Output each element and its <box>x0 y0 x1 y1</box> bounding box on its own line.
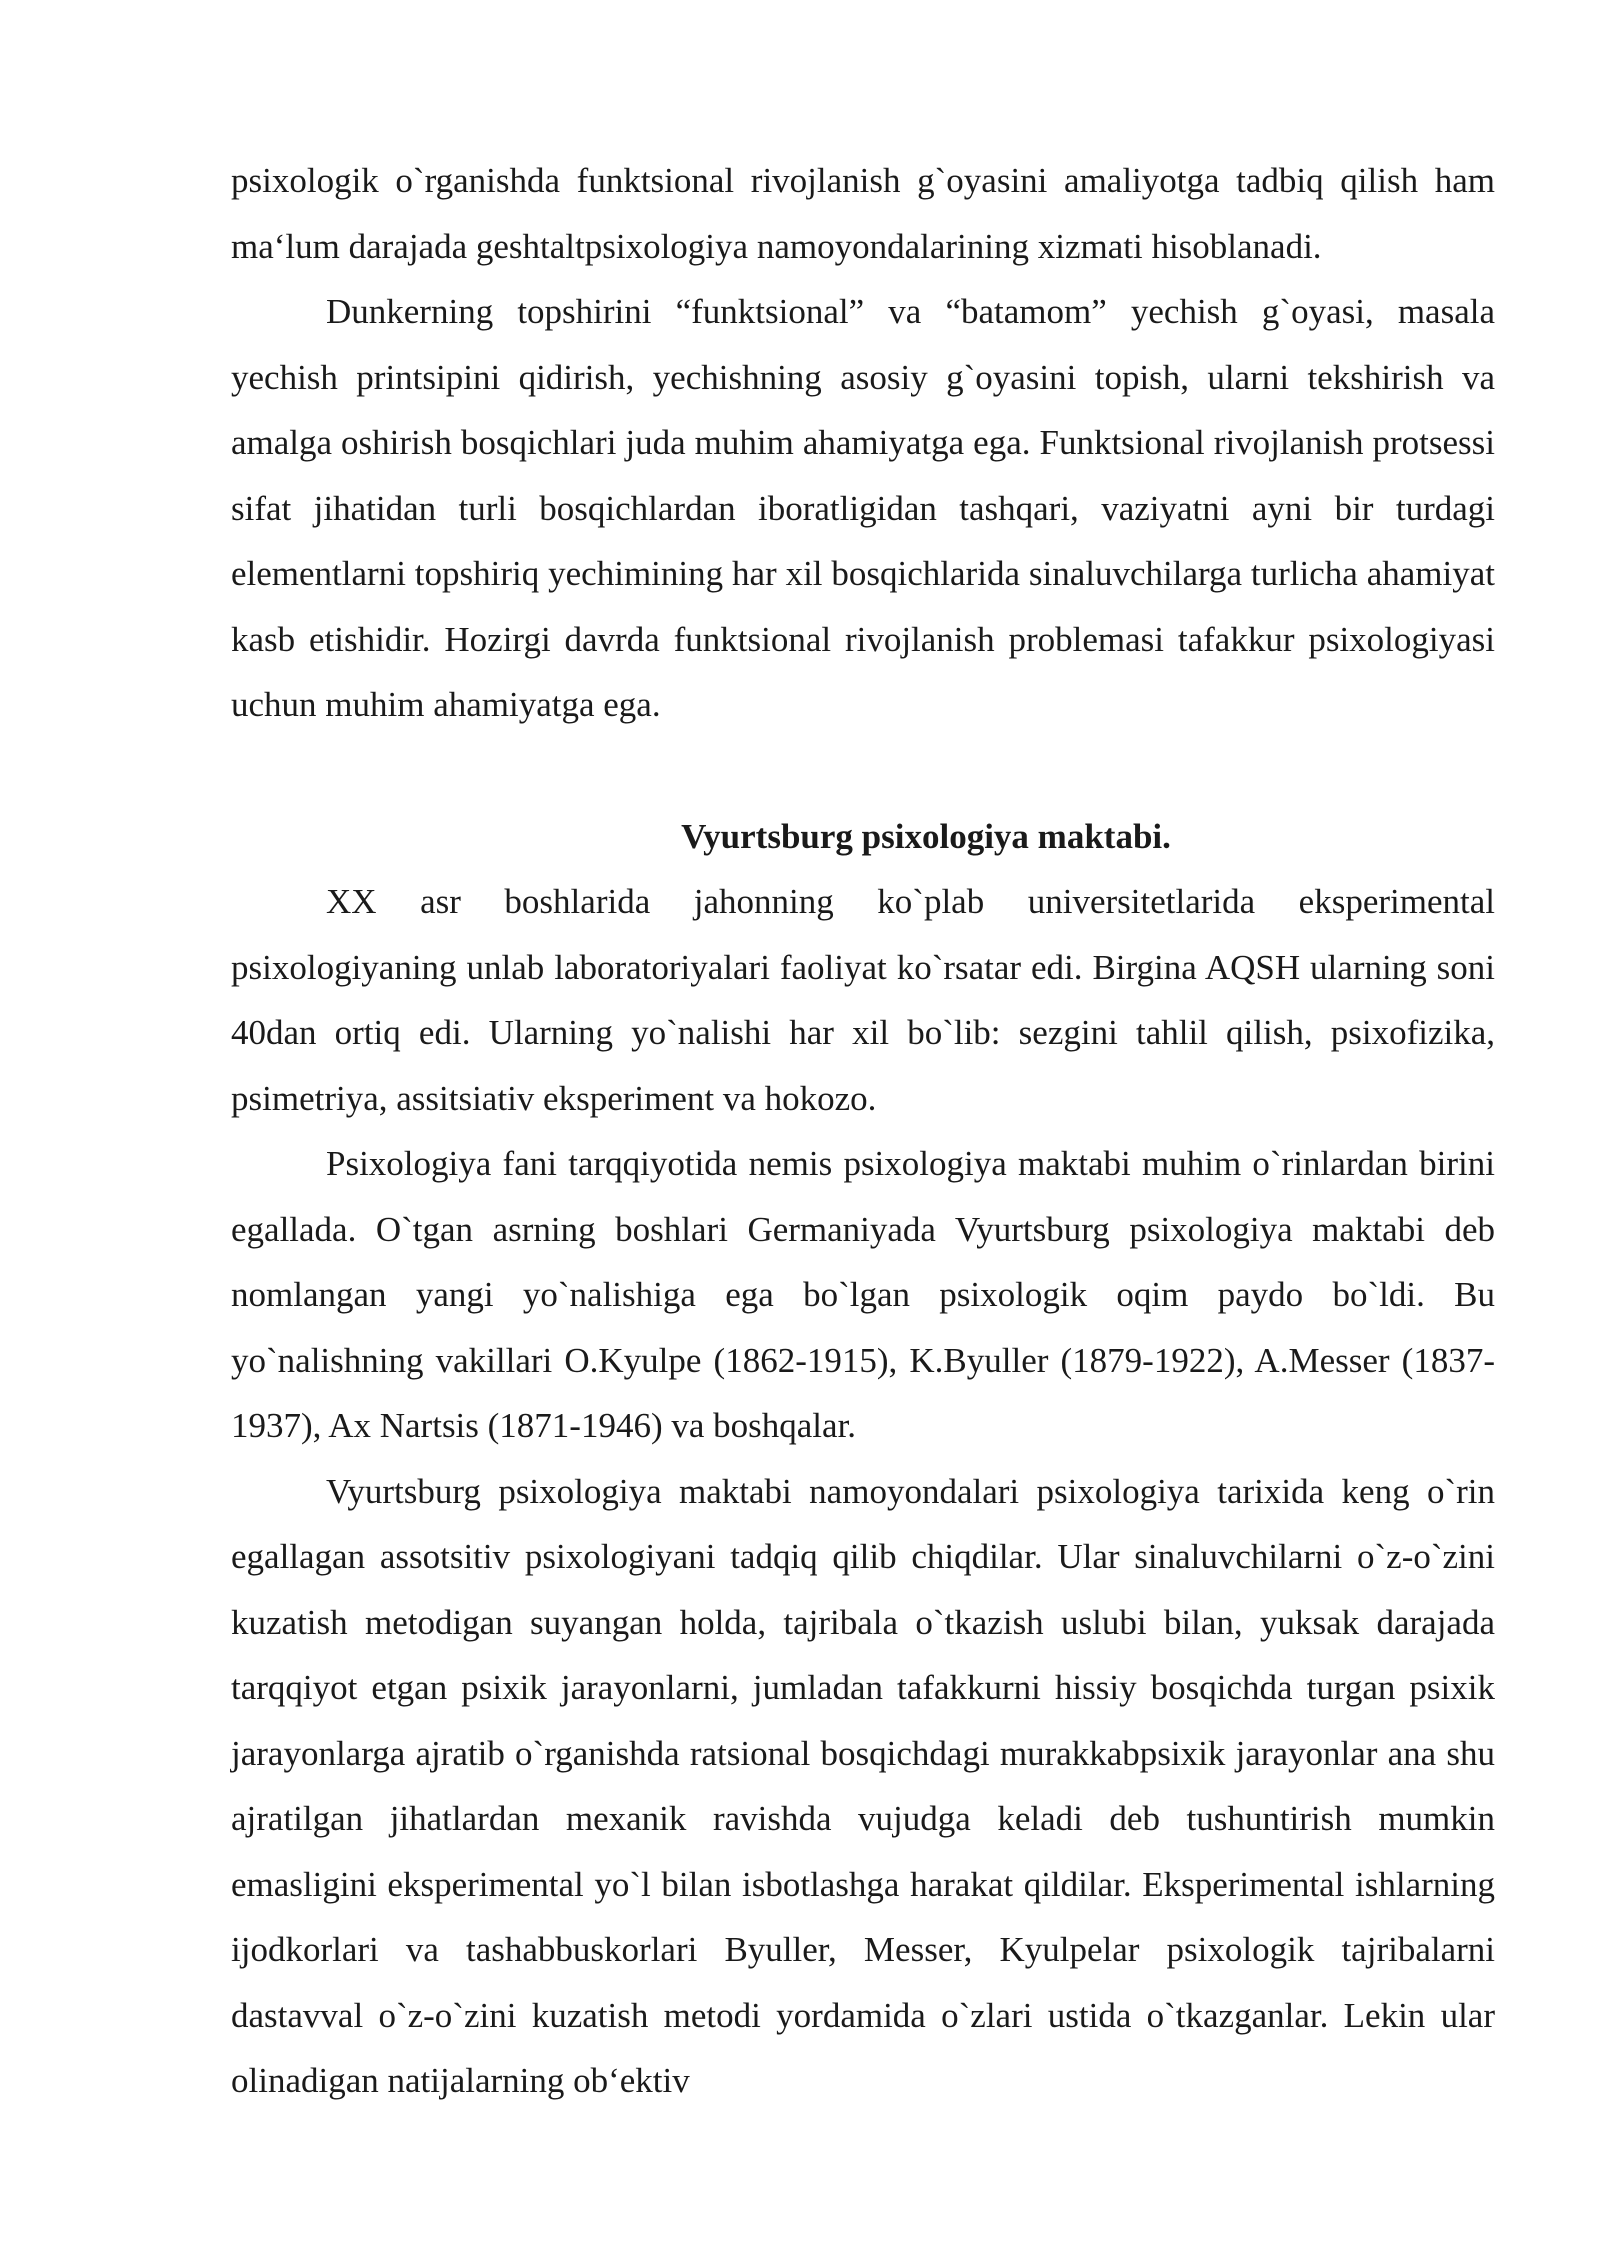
paragraph-1: psixologik o`rganishda funktsional rivojlanish g`oyasini amaliyotga tadbiq qilish ham ma‘lum darajada geshtaltpsixologiya namoyondalarining xizmati hisoblanadi. <box>231 161 1495 266</box>
paragraph-2: Dunkerning topshirini “funktsional” va “batamom” yechish g`oyasi, masala yechish printsipini qidirish, yechishning asosiy g`oyasini topish, ularni tekshirish va amalga oshirish bosqichlari juda muhim ahamiyatga ega. Funktsional rivojlanish protsessi sifat jihatidan turli bosqichlardan iboratligidan tashqari, vaziyatni ayni bir turdagi elementlarni topshiriq yechimining har xil bosqichlarida sinaluvchilarga turlicha ahamiyat kasb etishidir. Hozirgi davrda funktsional rivojlanish problemasi tafakkur psixologiyasi uchun muhim ahamiyatga ega. <box>231 292 1495 724</box>
paragraph-3: XX asr boshlarida jahonning ko`plab universitetlarida eksperimental psixologiyaning unlab laboratoriyalari faoliyat ko`rsatar edi. Birgina AQSH ularning soni 40dan ortiq edi. Ularning yo`nalishi har xil bo`lib: sezgini tahlil qilish, psixofizika, psimetriya, assitsiativ eksperiment va hokozo. <box>231 882 1495 1118</box>
document-page <box>231 148 1495 2114</box>
section-heading: Vyurtsburg psixologiya maktabi. <box>681 816 1171 856</box>
paragraph-5: Vyurtsburg psixologiya maktabi namoyondalari psixologiya tarixida keng o`rin egallagan assotsitiv psixologiyani tadqiq qilib chiqdilar. Ular sinaluvchilarni o`z-o`zini kuzatish metodigan suyangan holda, tajribala o`tkazish uslubi bilan, yuksak darajada tarqqiyot etgan psixik jarayonlarni, jumladan tafakkurni hissiy bosqichda turgan psixik jarayonlarga ajratib o`rganishda ratsional bosqichdagi murakkabpsixik jarayonlar ana shu ajratilgan jihatlardan mexanik ravishda vujudga keladi deb tushuntirish mumkin emasligini eksperimental yo`l bilan isbotlashga harakat qildilar. Eksperimental ishlarning ijodkorlari va tashabbuskorlari Byuller, Messer, Kyulpelar psixologik tajribalarni dastavval o`z-o`zini kuzatish metodi yordamida o`zlari ustida o`tkazganlar. Lekin ular olinadigan natijalarning ob‘ektiv <box>231 1471 1495 2100</box>
paragraph-4: Psixologiya fani tarqqiyotida nemis psixologiya maktabi muhim o`rinlardan birini egallada. O`tgan asrning boshlari Germaniyada Vyurtsburg psixologiya maktabi deb nomlangan yangi yo`nalishiga ega bo`lgan psixologik oqim paydo bo`ldi. Bu yo`nalishning vakillari O.Kyulpe (1862-1915), K.Byuller (1879-1922), A.Messer (1837-1937), Ax Nartsis (1871-1946) va boshqalar. <box>231 1144 1495 1445</box>
